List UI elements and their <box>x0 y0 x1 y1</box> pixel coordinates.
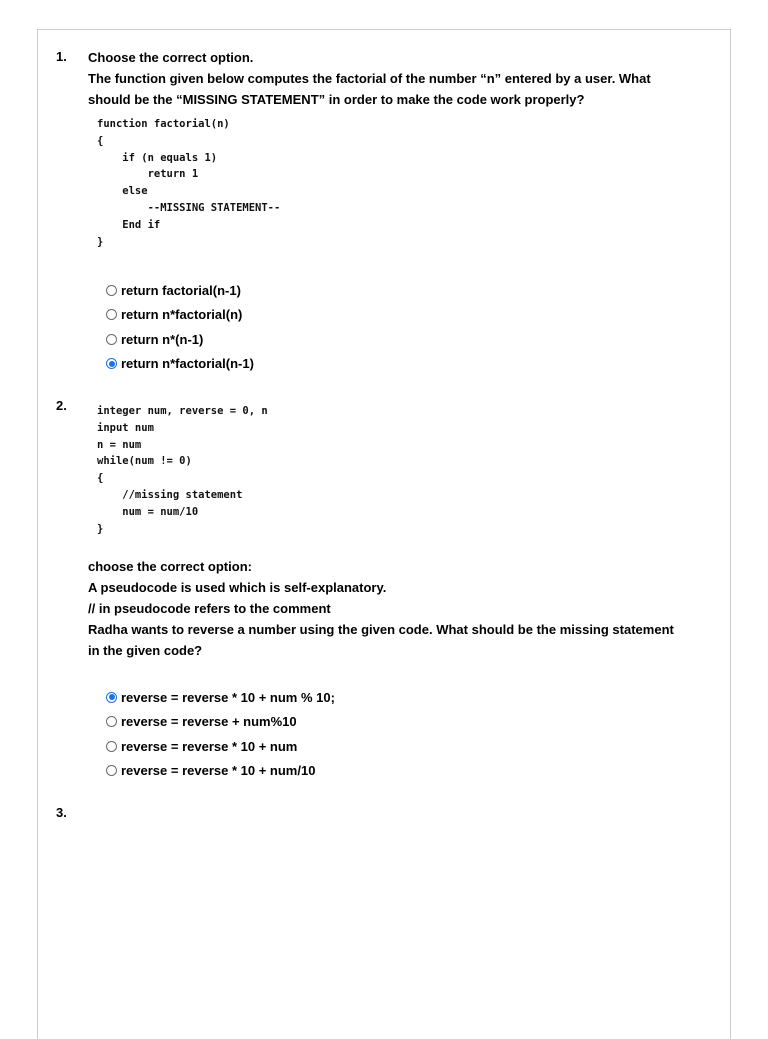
option-label: reverse = reverse * 10 + num/10 <box>121 763 316 779</box>
question-2-option-1[interactable] <box>106 685 335 710</box>
radio-button[interactable] <box>106 285 117 296</box>
question-2-line: // in pseudocode refers to the comment <box>88 601 331 616</box>
radio-button[interactable] <box>106 334 117 345</box>
radio-button[interactable] <box>106 741 117 752</box>
option-label: reverse = reverse * 10 + num <box>121 738 298 754</box>
option-label: return factorial(n-1) <box>121 282 241 298</box>
question-2-line: Radha wants to reverse a number using the given code. What should be the missing statement <box>88 622 674 637</box>
question-2-option-2[interactable] <box>106 710 335 735</box>
question-1-code-block: function factorial(n) { if (n equals 1) return 1 else --MISSING STATEMENT-- End if } <box>97 118 281 248</box>
question-1-number: 1. <box>56 49 67 64</box>
question-1-text <box>88 47 708 110</box>
question-3-number: 3. <box>56 805 67 820</box>
question-2-number: 2. <box>56 398 67 413</box>
question-2-option-3[interactable] <box>106 734 335 759</box>
radio-button[interactable] <box>106 765 117 776</box>
question-1-line: Choose the correct option. <box>88 50 254 65</box>
question-2-line: A pseudocode is used which is self-explanatory. <box>88 580 387 595</box>
question-1-option-3[interactable] <box>106 327 254 352</box>
question-1-options <box>106 278 254 376</box>
option-label: return n*factorial(n) <box>121 307 243 323</box>
question-1-line: The function given below computes the factorial of the number “n” entered by a user. What <box>88 71 651 86</box>
question-2-code-block: integer num, reverse = 0, n input num n = num while(num != 0) { //missing statement num = num/10 } <box>97 405 268 535</box>
question-2-line: choose the correct option: <box>88 559 252 574</box>
question-2-text <box>88 556 708 661</box>
option-label: reverse = reverse * 10 + num % 10; <box>121 689 335 705</box>
option-label: reverse = reverse + num%10 <box>121 714 297 730</box>
question-1-option-2[interactable] <box>106 303 254 328</box>
option-label: return n*factorial(n-1) <box>121 356 254 372</box>
radio-button[interactable] <box>106 692 117 703</box>
question-1-option-1[interactable] <box>106 278 254 303</box>
radio-button[interactable] <box>106 358 117 369</box>
option-label: return n*(n-1) <box>121 331 204 347</box>
question-2-line: in the given code? <box>88 643 203 658</box>
question-1-option-4[interactable] <box>106 352 254 377</box>
radio-button[interactable] <box>106 309 117 320</box>
question-1-line: should be the “MISSING STATEMENT” in order to make the code work properly? <box>88 92 585 107</box>
radio-button[interactable] <box>106 716 117 727</box>
question-2-options <box>106 685 335 783</box>
question-2-option-4[interactable] <box>106 759 335 784</box>
